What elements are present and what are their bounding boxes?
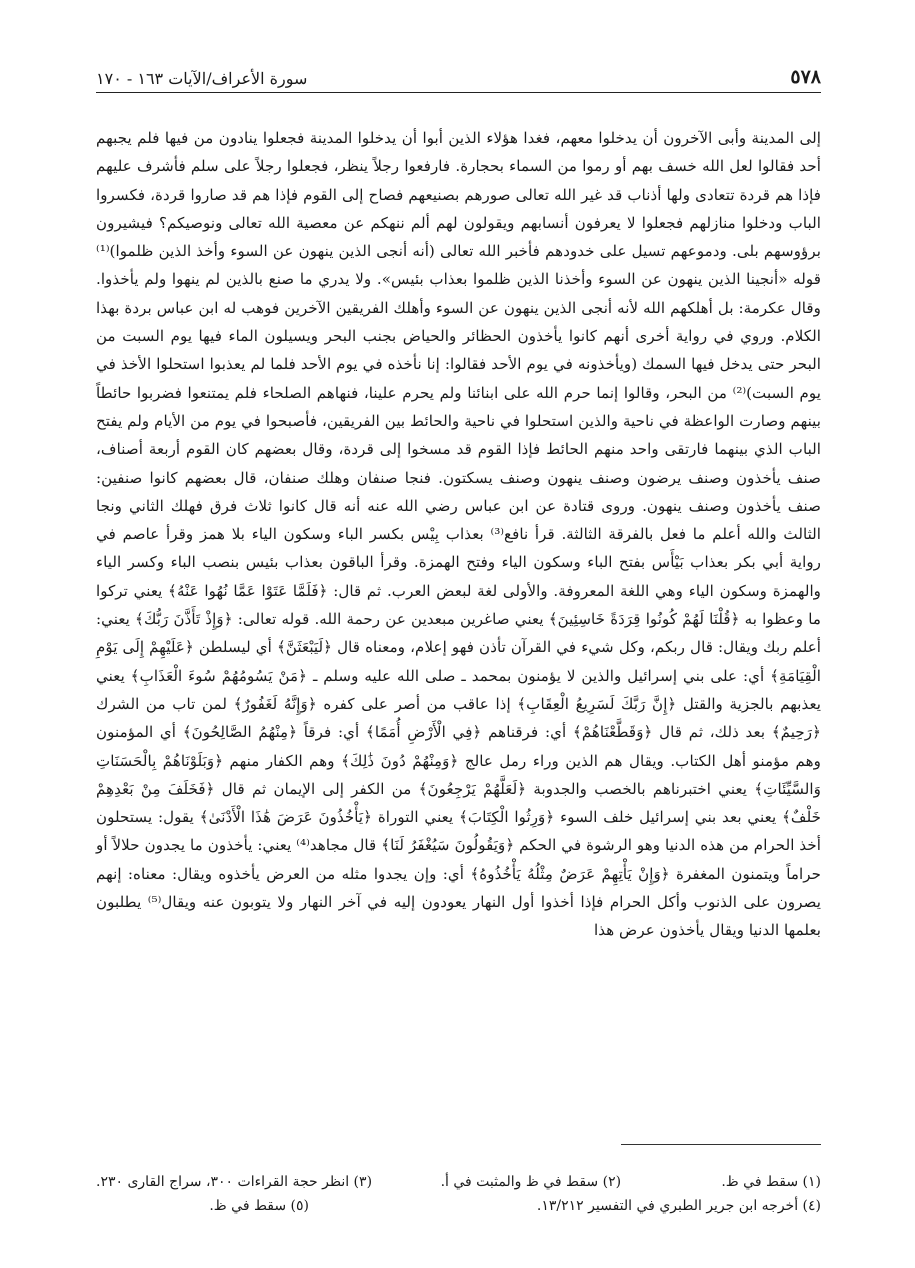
footnote-row xyxy=(96,1170,821,1194)
footnote-divider xyxy=(621,1144,821,1145)
footnote-4: (٤) أخرجه ابن جرير الطبري في التفسير ١٣/٢١٢. xyxy=(536,1198,821,1214)
main-text xyxy=(96,124,821,945)
footnote-3: (٣) انظر حجة القراءات ٣٠٠، سراج القارى ٢٣٠. xyxy=(96,1174,373,1190)
header-divider xyxy=(96,92,821,93)
footnote-2: (٢) سقط في ظ والمثبت في أ. xyxy=(440,1174,622,1190)
body-paragraph: إلى المدينة وأبى الآخرون أن يدخلوا معهم، فغدا هؤلاء الذين أبوا أن يدخلوا المدينة فجعلوا ينادون من فيها فلم يجبهم أحد فقالوا لعل الله خسف بهم أو رموا من السماء بحجارة. فارفعوا رجلاً ينظر، فجعلوا رجلاً على سلم فأشرف عليهم فإذا هم قردة تتعادى ولها أذناب قد غير الله تعالى صورهم بصنيعهم فصاح إلى القوم فإذا هم قد صاروا قردة، فكسروا الباب ودخلوا منازلهم فجعلوا لا يعرفون أنسابهم ويقولون لهم ألم ننهكم عن معصية الله تعالى ونوصيكم؟ فيشيرون برؤوسهم بلى. ودموعهم تسيل على خدودهم فأخبر الله تعالى (أنه أنجى الذين ينهون عن السوء وأخذ الذين ظلموا)⁽¹⁾ قوله «أنجينا الذين ينهون عن السوء وأخذنا الذين ظلموا بعذاب بئيس». ولا يدري ما صنع بالذين لم ينهوا ولم يأخذوا. وقال عكرمة: بل أهلكهم الله لأنه أنجى الذين ينهون عن السوء وأهلك الفريقين الآخرين فوهب له ابن عباس بردة بهذا الكلام. وروي في رواية أخرى أنهم كانوا يأخذون الحظائر والحياض بجنب البحر ويسيلون الماء فيها يوم السبت من البحر حتى يدخل فيها السمك (ويأخذونه في يوم الأحد فقالوا: إنا نأخذه في يوم الأحد فلما لم يعذبوا استحلوا الأخذ في يوم السبت)⁽²⁾ من البحر، وقالوا إنما حرم الله على ابنائنا ولم يحرم علينا، فنهاهم الصلحاء فلم يمتنعوا فضربوا حائطاً بينهم وصارت الواعظة في ناحية والذين استحلوا في ناحية والحائط بين الفريقين، فأصبحوا في يوم من الأيام ولم يفتح الباب الذي بينهما فارتقى واحد منهم الحائط فإذا القوم قد مسخوا إلى قردة، وقال بعضهم كان القوم أربعة أصناف، صنف يأخذون وصنف يرضون وصنف ينهون وصنف يسكتون. فنجا صنفان وهلك صنفان، قال بعضهم كانوا صنفين: صنف يأخذون وصنف ينهون. وروى قتادة عن ابن عباس رضي الله عنه أنه قال كانوا ثلاث فرق فهلك الثاني ونجا الثالث والله أعلم ما فعل بالفرقة الثالثة. قرأ نافع⁽³⁾ بعذاب بِيْس بكسر الباء وسكون الياء بلا همز وقرأ عاصم في رواية أبي بكر بعذاب بَيْأَس بفتح الباء وسكون الياء وفتح الهمزة. وقرأ الباقون بعذاب بئيس بنصب الباء وكسر الياء والهمزة وسكون الياء وهي اللغة المعروفة. والأولى لغة لبعض العرب. ثم قال: ﴿فَلَمَّا عَتَوْا عَمَّا نُهُوا عَنْهُ﴾ يعني تركوا ما وعظوا به ﴿قُلْنَا لَهُمْ كُونُوا قِرَدَةً خَاسِئِينَ﴾ يعني صاغرين مبعدين عن رحمة الله. قوله تعالى: ﴿وَإِذْ تَأَذَّنَ رَبُّكَ﴾ يعني: أعلم ربك ويقال: قال ربكم، وكل شيء في القرآن تأذن فهو إعلام، ومعناه قال ﴿لَيَبْعَثَنَّ﴾ أي ليسلطن ﴿عَلَيْهِمْ إِلَى يَوْمِ الْقِيَامَةِ﴾ أي: على بني إسرائيل والذين لا يؤمنون بمحمد ـ صلى الله عليه وسلم ـ ﴿مَنْ يَسُومُهُمْ سُوءَ الْعَذَابِ﴾ يعني يعذبهم بالجزية والقتل ﴿إِنَّ رَبَّكَ لَسَرِيعُ الْعِقَابِ﴾ إذا عاقب من أصر على كفره ﴿وَإِنَّهُ لَغَفُورٌ﴾ لمن تاب من الشرك ﴿رَحِيمٌ﴾ بعد ذلك، ثم قال ﴿وَقَطَّعْنَاهُمْ﴾ أي: فرقناهم ﴿فِي الْأَرْضِ أُمَمًا﴾ أي: فرقاً ﴿مِنْهُمُ الصَّالِحُونَ﴾ أي المؤمنون وهم مؤمنو أهل الكتاب. ويقال هم الذين وراء رمل عالج ﴿وَمِنْهُمْ دُونَ ذَٰلِكَ﴾ وهم الكفار منهم ﴿وَبَلَوْنَاهُمْ بِالْحَسَنَاتِ وَالسَّيِّئَاتِ﴾ يعني اختبرناهم بالخصب والجدوبة ﴿لَعَلَّهُمْ يَرْجِعُونَ﴾ من الكفر إلى الإيمان ثم قال ﴿فَخَلَفَ مِنْ بَعْدِهِمْ خَلْفٌ﴾ يعني بعد بني إسرائيل خلف السوء ﴿وَرِثُوا الْكِتَابَ﴾ يعني التوراة ﴿يَأْخُذُونَ عَرَضَ هَٰذَا الْأَدْنَىٰ﴾ يقول: يستحلون أخذ الحرام من هذه الدنيا وهو الرشوة في الحكم ﴿وَيَقُولُونَ سَيُغْفَرُ لَنَا﴾ قال مجاهد⁽⁴⁾ يعني: يأخذون ما يجدون حلالاً أو حراماً ويتمنون المغفرة ﴿وَإِنْ يَأْتِهِمْ عَرَضٌ مِثْلُهُ يَأْخُذُوهُ﴾ أي: وإن يجدوا مثله من العرض يأخذوه ويقال: معناه: إنهم يصرون على الذنوب وأكل الحرام فإذا أخذوا أول النهار يعودون إليه في آخر النهار ولا يتوبون عنه ويقال⁽⁵⁾ يطلبون بعلمها الدنيا ويقال يأخذون عرض هذا xyxy=(96,129,822,940)
footnote-row xyxy=(96,1194,821,1218)
page-number: ٥٧٨ xyxy=(790,66,821,88)
page-header xyxy=(96,62,821,88)
footnote-1: (١) سقط في ظ. xyxy=(721,1174,821,1190)
footnote-5: (٥) سقط في ظ. xyxy=(209,1198,309,1214)
running-title: سورة الأعراف/الآيات ١٦٣ - ١٧٠ xyxy=(96,69,308,88)
footnotes xyxy=(96,1170,821,1218)
